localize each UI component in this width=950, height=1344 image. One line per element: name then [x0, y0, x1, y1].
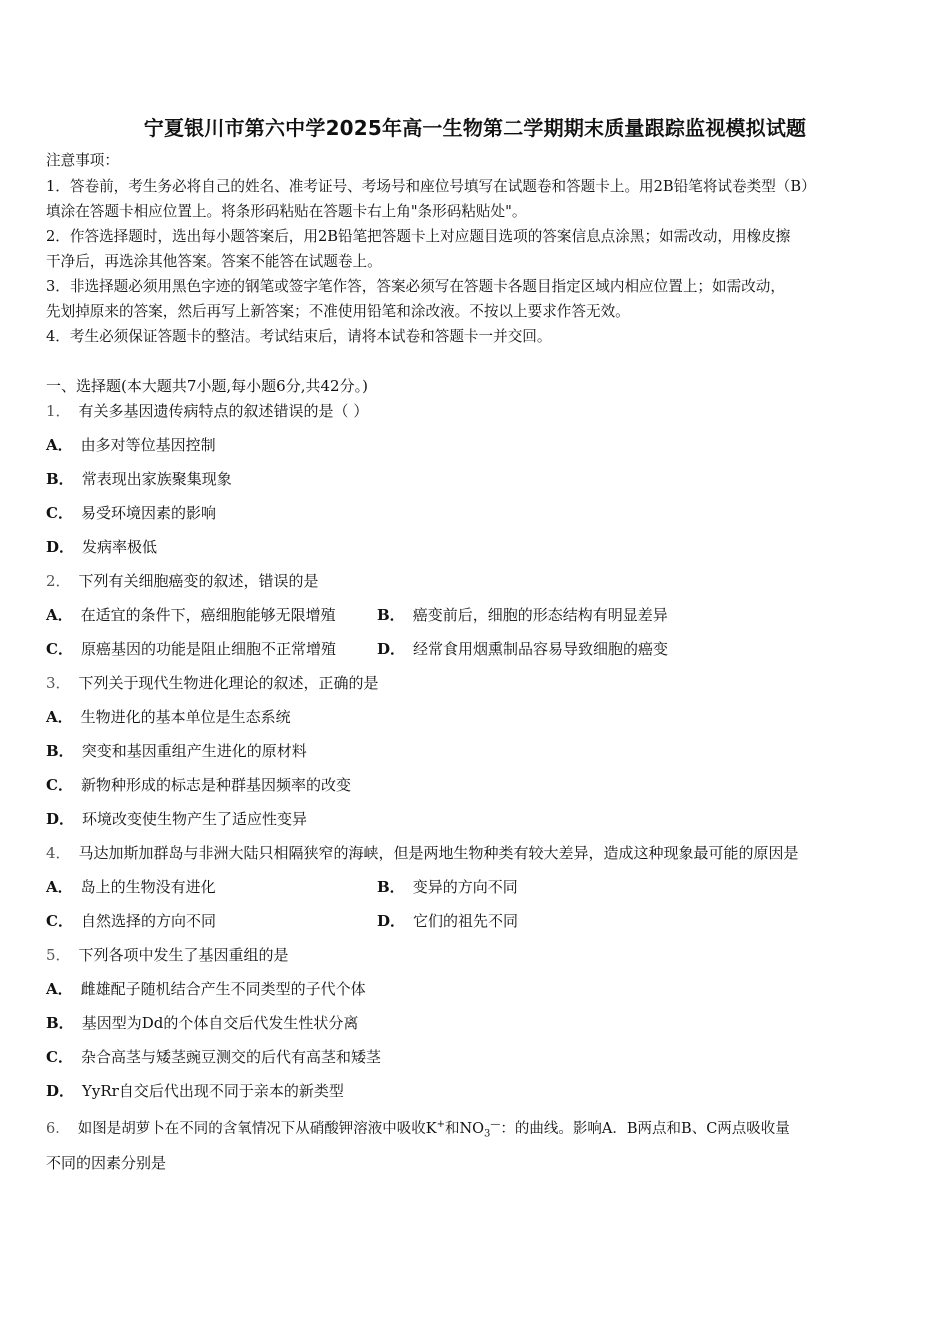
option-text: 变异的方向不同	[412, 878, 518, 896]
option-text: 生物进化的基本单位是生态系统	[80, 708, 291, 726]
option-text: 它们的祖先不同	[413, 912, 519, 930]
option-item	[377, 911, 518, 931]
section-heading: 一、选择题(本大题共7小题,每小题6分,共42分。)	[46, 377, 368, 395]
option-letter: D．	[377, 640, 406, 658]
option-letter: B．	[46, 742, 74, 760]
option-text: 经常食用烟熏制品容易导致细胞的癌变	[413, 640, 669, 658]
question-text: 有关多基因遗传病特点的叙述错误的是（ ）	[78, 402, 369, 420]
question-stem	[46, 673, 379, 693]
notice-line: 干净后，再选涂其他答案。答案不能答在试题卷上。	[46, 253, 382, 270]
option-letter: B．	[46, 470, 74, 488]
option-letter: C．	[46, 776, 73, 794]
option-item	[377, 877, 518, 897]
option-text: 雌雄配子随机结合产生不同类型的子代个体	[80, 980, 366, 998]
option-letter: C．	[46, 1048, 73, 1066]
question-text: 和NO	[444, 1120, 485, 1137]
option-item	[46, 775, 351, 795]
question-number: 3．	[46, 674, 71, 692]
option-text: 在适宜的条件下，癌细胞能够无限增殖	[80, 606, 336, 624]
notice-heading: 注意事项：	[46, 152, 119, 169]
notice-line: 1．答卷前，考生务必将自己的姓名、准考证号、考场号和座位号填写在试题卷和答题卡上。用2B铅笔将试卷类型（B）	[46, 178, 816, 195]
option-text: 新物种形成的标志是种群基因频率的改变	[80, 776, 351, 794]
option-letter: B．	[46, 1014, 74, 1032]
question-number: 5．	[46, 946, 71, 964]
option-item	[46, 707, 291, 727]
notice-line: 2．作答选择题时，选出每小题答案后，用2B铅笔把答题卡上对应题目选项的答案信息点涂黑；如需改动，用橡皮擦	[46, 228, 791, 245]
option-text: 原癌基因的功能是阻止细胞不正常增殖	[80, 640, 336, 658]
superscript: —	[490, 1119, 501, 1130]
question-number: 4．	[46, 844, 71, 862]
option-text: 发病率极低	[82, 538, 158, 556]
option-text: 杂合高茎与矮茎豌豆测交的后代有高茎和矮茎	[80, 1048, 381, 1066]
option-letter: A．	[46, 436, 73, 454]
question-number: 2．	[46, 572, 71, 590]
notice-line: 3．非选择题必须用黑色字迹的钢笔或签字笔作答，答案必须写在答题卡各题目指定区域内相应位置上；如需改动，	[46, 278, 785, 295]
option-text: 癌变前后，细胞的形态结构有明显差异	[412, 606, 668, 624]
option-item	[46, 639, 336, 659]
option-letter: B．	[377, 878, 405, 896]
option-letter: A．	[46, 878, 73, 896]
question-number: 6．	[46, 1120, 70, 1137]
option-item	[377, 605, 668, 625]
option-item	[46, 503, 216, 523]
option-text: 环境改变使生物产生了适应性变异	[82, 810, 308, 828]
option-text: 突变和基因重组产生进化的原材料	[81, 742, 307, 760]
option-text: YyRr自交后代出现不同于亲本的新类型	[82, 1082, 344, 1100]
option-item	[46, 435, 216, 455]
option-item	[46, 809, 307, 829]
option-letter: B．	[377, 606, 405, 624]
notice-line: 先划掉原来的答案，然后再写上新答案；不准使用铅笔和涂改液。不按以上要求作答无效。	[46, 303, 630, 320]
option-item	[46, 537, 157, 557]
option-text: 由多对等位基因控制	[80, 436, 216, 454]
option-letter: C．	[46, 912, 73, 930]
option-letter: A．	[46, 980, 73, 998]
option-letter: D．	[377, 912, 406, 930]
option-item	[46, 911, 216, 931]
question-text: 马达加斯加群岛与非洲大陆只相隔狭窄的海峡，但是两地生物种类有较大差异，造成这种现象最可能的原因是	[78, 844, 799, 862]
superscript: +	[436, 1119, 445, 1130]
option-item	[46, 979, 366, 999]
option-text: 岛上的生物没有进化	[80, 878, 216, 896]
option-item	[46, 1047, 381, 1067]
option-item	[46, 605, 336, 625]
question-text: 如图是胡萝卜在不同的含氧情况下从硝酸钾溶液中吸收K	[77, 1120, 437, 1137]
notice-line: 填涂在答题卡相应位置上。将条形码粘贴在答题卡右上角"条形码粘贴处"。	[46, 203, 527, 220]
option-letter: D．	[46, 810, 75, 828]
option-item	[46, 1081, 344, 1101]
question-stem	[46, 401, 368, 421]
page-title: 宁夏银川市第六中学2025年高一生物第二学期期末质量跟踪监视模拟试题	[143, 116, 807, 140]
question-number: 1．	[46, 402, 71, 420]
option-letter: D．	[46, 1082, 75, 1100]
question-text: 下列有关细胞癌变的叙述，错误的是	[78, 572, 319, 590]
option-letter: A．	[46, 606, 73, 624]
option-text: 自然选择的方向不同	[80, 912, 216, 930]
option-item	[46, 469, 232, 489]
question-stem	[46, 1115, 790, 1145]
option-letter: A．	[46, 708, 73, 726]
option-item	[46, 877, 216, 897]
question-text: 下列关于现代生物进化理论的叙述，正确的是	[78, 674, 379, 692]
option-item	[46, 741, 307, 761]
notice-line: 4．考生必须保证答题卡的整洁。考试结束后，请将本试卷和答题卡一并交回。	[46, 328, 552, 345]
option-letter: C．	[46, 640, 73, 658]
option-text: 基因型为Dd的个体自交后代发生性状分离	[81, 1014, 359, 1032]
option-text: 易受环境因素的影响	[80, 504, 216, 522]
question-text: ：的曲线。影响A．B两点和B、C两点吸收量	[500, 1120, 790, 1137]
question-stem-continued: 不同的因素分别是	[46, 1154, 167, 1172]
question-stem	[46, 571, 319, 591]
subscript: 3	[484, 1128, 491, 1140]
option-item	[46, 1013, 358, 1033]
option-letter: C．	[46, 504, 73, 522]
option-item	[377, 639, 668, 659]
question-text: 下列各项中发生了基因重组的是	[78, 946, 289, 964]
question-stem	[46, 945, 289, 965]
question-stem	[46, 843, 799, 863]
option-letter: D．	[46, 538, 75, 556]
option-text: 常表现出家族聚集现象	[81, 470, 232, 488]
